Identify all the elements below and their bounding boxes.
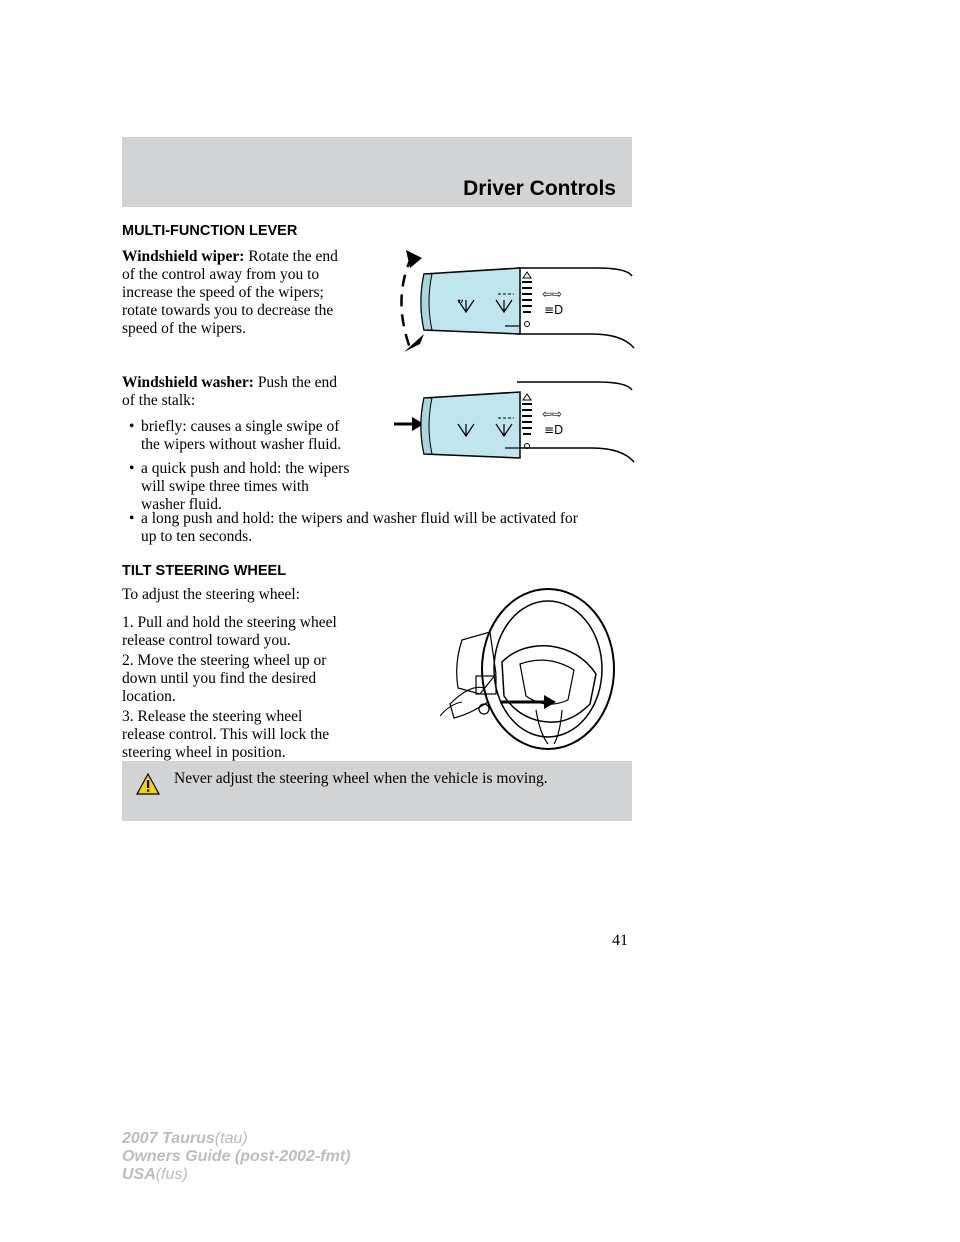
step-line: steering wheel in position. [122,744,286,761]
wiper-label: Windshield wiper: [122,248,245,265]
svg-text:≡D: ≡D [544,423,564,437]
wiper-rotate-figure [392,248,642,358]
footer-market: USA [122,1166,156,1183]
section-header-bar [122,137,632,207]
bullet-dot: • [129,460,135,477]
bullet-line: up to ten seconds. [141,528,253,545]
bullet-dot: • [129,418,135,435]
washer-paragraph [122,374,337,410]
tilt-intro: To adjust the steering wheel: [122,586,300,603]
bullet-item [129,418,342,454]
svg-text:⇦⇨: ⇦⇨ [542,287,563,301]
wiper-line: speed of the wipers. [122,320,246,337]
washer-line-2: of the stalk: [122,392,196,409]
steering-wheel-figure [440,584,630,754]
heading-tilt-steering-wheel: TILT STEERING WHEEL [122,563,287,579]
tilt-step-1 [122,614,337,650]
svg-text:ˮ: ˮ [457,298,465,314]
bullet-line: washer fluid. [141,496,222,513]
wiper-line: increase the speed of the wipers; [122,284,324,301]
warning-triangle-icon [136,773,160,795]
svg-text:⇦⇨: ⇦⇨ [542,407,563,421]
section-title: Driver Controls [463,177,616,200]
step-line: 3. Release the steering wheel [122,708,303,725]
step-line: 2. Move the steering wheel up or [122,652,327,669]
step-line: location. [122,688,176,705]
footer-market-code: (fus) [155,1166,188,1183]
wiper-line: rotate towards you to decrease the [122,302,334,319]
heading-multi-function-lever: MULTI-FUNCTION LEVER [122,223,298,239]
wiper-line: of the control away from you to [122,266,320,283]
step-line: 1. Pull and hold the steering wheel [122,614,337,631]
wiper-paragraph [122,248,338,338]
bullet-item [129,460,350,514]
bullet-dot: • [129,510,135,527]
step-line: release control. This will lock the [122,726,330,743]
wiper-text-1: Rotate the end [248,248,338,265]
footer-model: 2007 Taurus [122,1130,215,1147]
warning-text: Never adjust the steering wheel when the vehicle is moving. [174,770,548,787]
bullet-line: briefly: causes a single swipe of [141,418,340,435]
tilt-step-2 [122,652,326,706]
bullet-line: a quick push and hold: the wipers [141,460,350,477]
washer-push-figure [392,362,642,472]
footer-model-code: (tau) [214,1130,248,1147]
step-line: down until you find the desired [122,670,317,687]
bullet-line: the wipers without washer fluid. [141,436,342,453]
svg-text:≡D: ≡D [544,303,564,317]
page-number: 41 [612,932,628,949]
step-line: release control toward you. [122,632,291,649]
tilt-step-3 [122,708,329,762]
washer-text-1: Push the end [257,374,338,391]
washer-label: Windshield washer: [122,374,254,391]
bullet-item [129,510,578,546]
warning-box [122,761,632,821]
bullet-line: a long push and hold: the wipers and washer fluid will be activated for [141,510,578,527]
footer-guide: Owners Guide (post-2002-fmt) [122,1148,351,1165]
document-footer [122,1130,350,1184]
bullet-line: will swipe three times with [141,478,309,495]
